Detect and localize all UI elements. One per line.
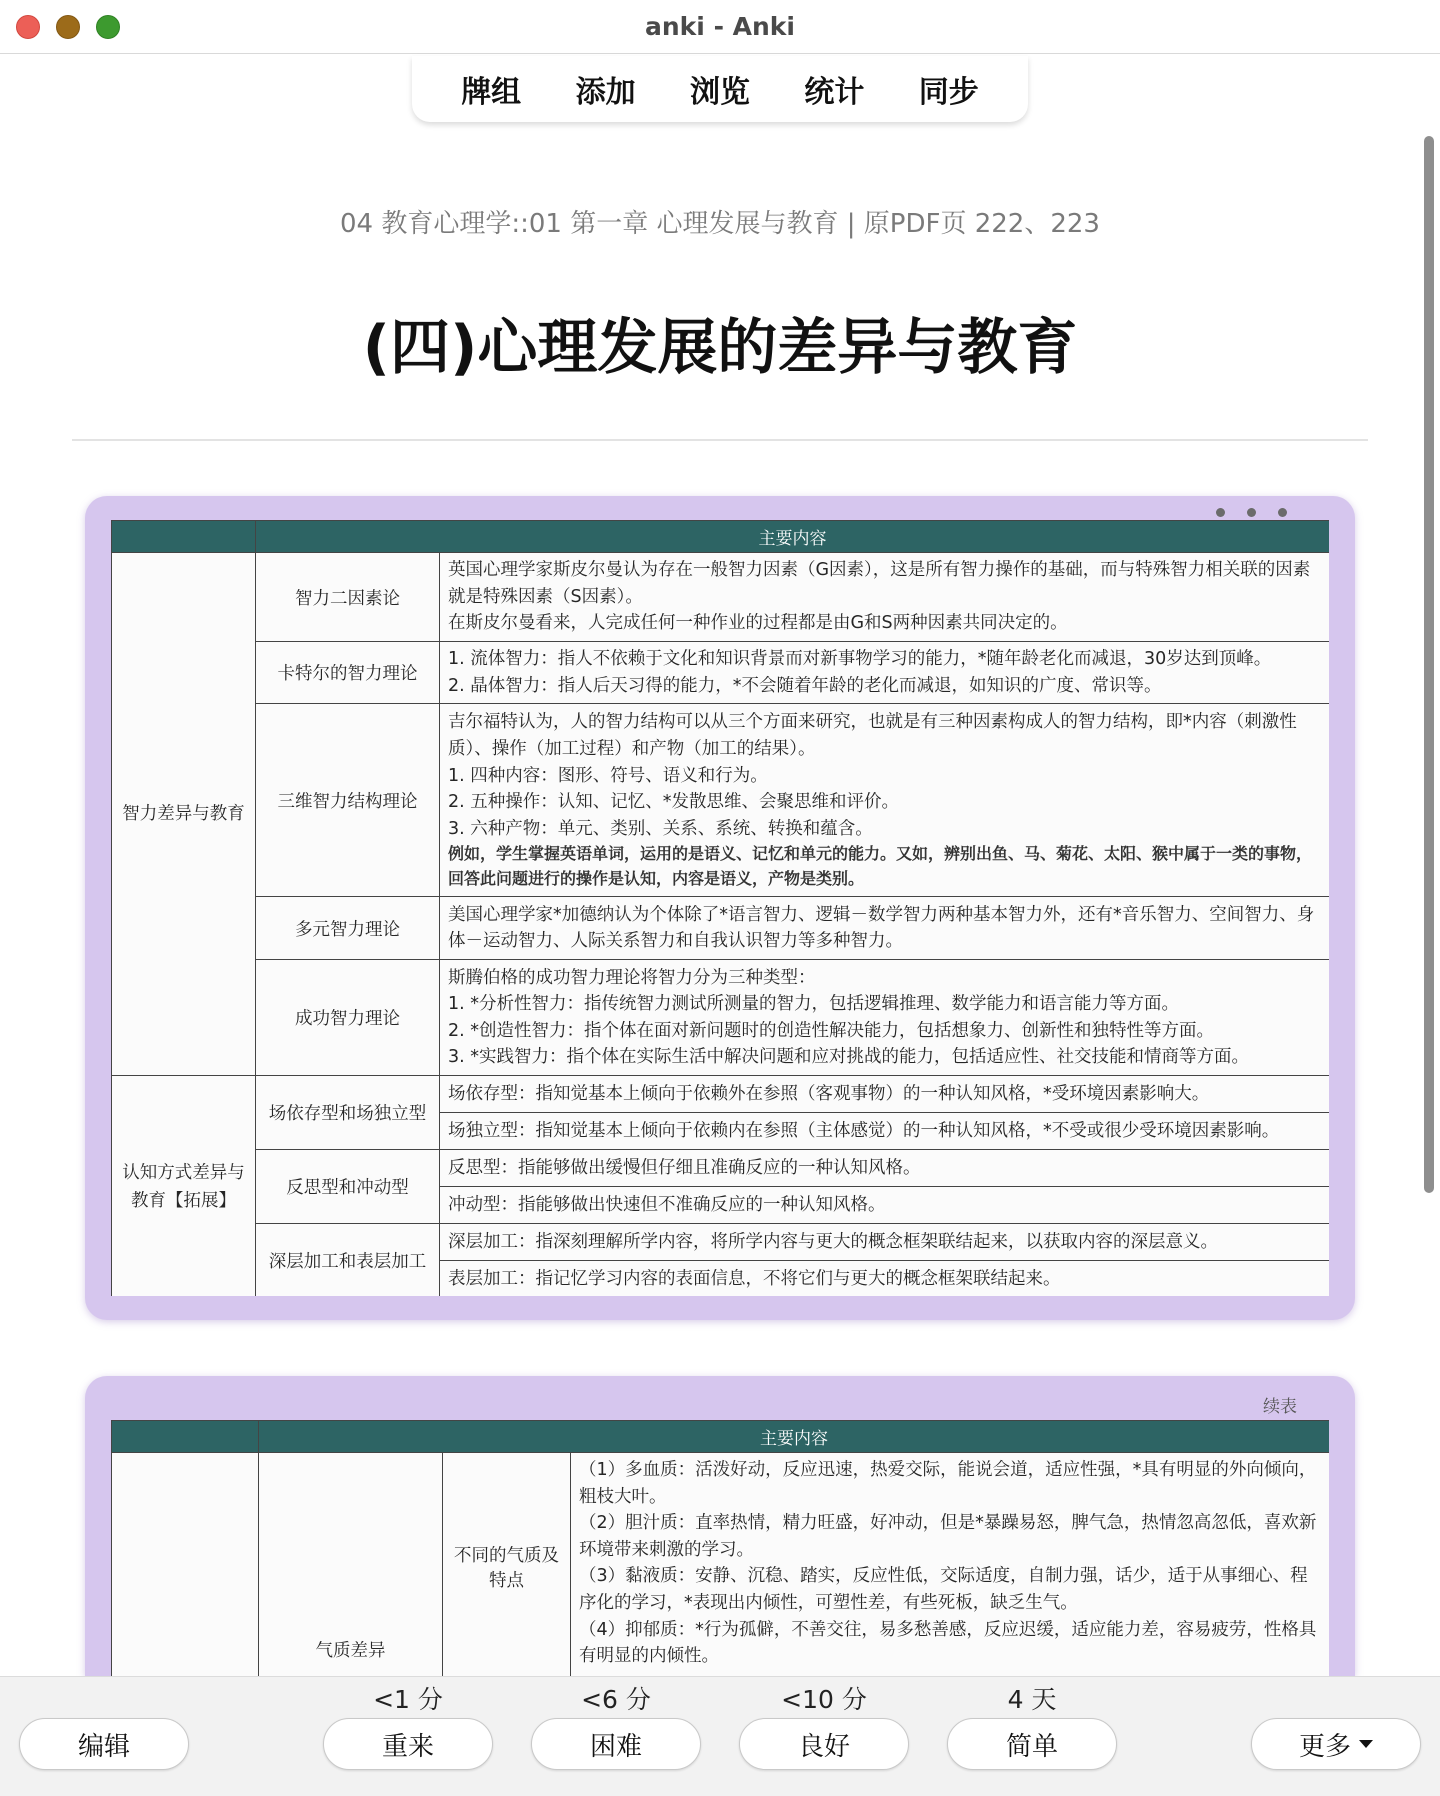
easy-button-label: 简单 — [1005, 1731, 1058, 1762]
desc-line: 3. 六种产物：单元、类别、关系、系统、转换和蕴含。 — [448, 818, 873, 839]
desc-line: 英国心理学家斯皮尔曼认为存在一般智力因素（G因素），这是所有智力操作的基础，而与特殊智力相关联的因素就是特殊因素（S因素）。 — [448, 560, 1311, 607]
table-scan — [111, 520, 1329, 1296]
good-button[interactable] — [739, 1718, 909, 1770]
style-desc: 反思型：指能够做出缓慢但仔细且准确反应的一种认知风格。 — [440, 1150, 1330, 1187]
content-table-continued — [111, 1420, 1329, 1676]
theory-name: 反思型和冲动型 — [256, 1150, 440, 1224]
title-bar — [0, 0, 1440, 54]
style-desc: 场依存型：指知觉基本上倾向于依赖外在参照（客观事物）的一种认知风格，*受环境因素影响大。 — [440, 1076, 1330, 1113]
theory-name: 成功智力理论 — [256, 960, 440, 1076]
again-button-label: 重来 — [381, 1731, 434, 1762]
theory-desc — [440, 642, 1330, 704]
theory-name: 三维智力结构理论 — [256, 704, 440, 897]
chevron-down-icon — [1359, 1740, 1373, 1748]
content-table — [111, 520, 1329, 1296]
style-desc: 表层加工：指记忆学习内容的表面信息，不将它们与更大的概念框架联结起来。 — [440, 1261, 1330, 1296]
desc-line: 2. *创造性智力：指个体在面对新问题时的创造性解决能力，包括想象力、创新性和独特性等方面。 — [448, 1020, 1215, 1041]
table-scan — [111, 1420, 1329, 1676]
desc-line: （4）抑郁质：*行为孤僻，不善交往，易多愁善感，反应迟缓，适应能力差，容易疲劳，性格具有明显的内倾性。 — [579, 1619, 1317, 1667]
hard-button-label: 困难 — [589, 1731, 642, 1762]
theory-desc — [440, 553, 1330, 642]
card-title: (四)心理发展的差异与教育 — [362, 313, 1078, 383]
divider — [72, 439, 1368, 441]
toolbar-stats[interactable]: 统计 — [804, 75, 865, 110]
temperament-desc — [571, 1453, 1330, 1677]
desc-line: 1. 四种内容：图形、符号、语义和行为。 — [448, 765, 768, 786]
theory-name: 场依存型和场独立型 — [256, 1076, 440, 1150]
theory-name: 气质差异 — [259, 1453, 443, 1677]
desc-line: 在斯皮尔曼看来，人完成任何一种作业的过程都是由G和S两种因素共同决定的。 — [448, 613, 1068, 634]
scrollbar-thumb[interactable] — [1424, 136, 1434, 1193]
category-cognitive: 认知方式差异与教育【拓展】 — [112, 1076, 256, 1296]
example-text: 例如，学生掌握英语单词，运用的是语义、记忆和单元的能力。又如，辨别出鱼、马、菊花、太阳、猴中属于一类的事物，回答此问题进行的操作是认知，内容是语义，产物是类别。 — [448, 844, 1313, 888]
style-desc: 场独立型：指知觉基本上倾向于依赖内在参照（主体感觉）的一种认知风格，*不受或很少受环境因素影响。 — [440, 1113, 1330, 1150]
good-button-label: 良好 — [797, 1731, 850, 1762]
theory-desc — [440, 897, 1330, 960]
answer-bar — [0, 1676, 1440, 1796]
card-image-1 — [85, 496, 1355, 1320]
again-button[interactable] — [323, 1718, 493, 1770]
theory-name: 深层加工和表层加工 — [256, 1224, 440, 1296]
interval-easy: 4 天 — [1007, 1685, 1057, 1714]
desc-line: 1. *分析性智力：指传统智力测试所测量的智力，包括逻辑推理、数学能力和语言能力等方面。 — [448, 994, 1180, 1015]
category-blank — [112, 1453, 259, 1677]
theory-desc — [440, 960, 1330, 1076]
interval-hard: <6 分 — [581, 1685, 651, 1714]
table-header: 主要内容 — [259, 1421, 1330, 1453]
sub-heading: 不同的气质及特点 — [443, 1453, 571, 1677]
main-toolbar — [412, 56, 1028, 122]
continued-label: 续表 — [1263, 1397, 1297, 1417]
easy-button[interactable] — [947, 1718, 1117, 1770]
style-desc: 深层加工：指深刻理解所学内容，将所学内容与更大的概念框架联结起来，以获取内容的深层意义。 — [440, 1224, 1330, 1261]
desc-line: 2. 五种操作：认知、记忆、*发散思维、会聚思维和评价。 — [448, 792, 900, 813]
edit-button[interactable] — [19, 1718, 189, 1770]
interval-good: <10 分 — [781, 1685, 867, 1714]
hard-button[interactable] — [531, 1718, 701, 1770]
desc-line: 1. 流体智力：指人不依赖于文化和知识背景而对新事物学习的能力，*随年龄老化而减退，30岁达到顶峰。 — [448, 649, 1272, 669]
edit-button-label: 编辑 — [77, 1731, 130, 1762]
desc-line: 斯腾伯格的成功智力理论将智力分为三种类型： — [448, 967, 816, 988]
window-title: anki - Anki — [645, 12, 795, 41]
toolbar-browse[interactable]: 浏览 — [689, 75, 750, 110]
desc-line: （3）黏液质：安静、沉稳、踏实，反应性低，交际适度，自制力强，话少，适于从事细心、程序化的学习，*表现出内倾性，可塑性差，有些死板，缺乏生气。 — [579, 1566, 1308, 1613]
theory-name: 智力二因素论 — [256, 553, 440, 642]
more-button[interactable] — [1251, 1718, 1421, 1770]
style-desc: 冲动型：指能够做出快速但不准确反应的一种认知风格。 — [440, 1187, 1330, 1224]
theory-name: 卡特尔的智力理论 — [256, 642, 440, 704]
image-options-icon[interactable] — [1216, 508, 1287, 517]
interval-again: <1 分 — [373, 1685, 443, 1714]
toolbar-add[interactable]: 添加 — [575, 75, 636, 110]
desc-line: 2. 晶体智力：指人后天习得的能力，*不会随着年龄的老化而减退，如知识的广度、常识等。 — [448, 675, 1162, 696]
toolbar-sync[interactable]: 同步 — [918, 75, 979, 110]
card-image-2 — [85, 1376, 1355, 1676]
desc-line: 美国心理学家*加德纳认为个体除了*语言智力、逻辑－数学智力两种基本智力外，还有*音乐智力、空间智力、身体－运动智力、人际关系智力和自我认识智力等多种智力。 — [448, 904, 1315, 952]
table-header: 主要内容 — [256, 521, 1330, 553]
more-button-label: 更多 — [1298, 1731, 1351, 1762]
table-header-blank — [112, 521, 256, 553]
category-intelligence: 智力差异与教育 — [112, 553, 256, 1076]
theory-name: 多元智力理论 — [256, 897, 440, 960]
theory-desc — [440, 704, 1330, 897]
desc-line: 吉尔福特认为，人的智力结构可以从三个方面来研究，也就是有三种因素构成人的智力结构，即*内容（刺激性质）、操作（加工过程）和产物（加工的结果）。 — [448, 712, 1297, 759]
table-header-blank — [112, 1421, 259, 1453]
desc-line: （1）多血质：活泼好动，反应迅速，热爱交际，能说会道，适应性强，*具有明显的外向倾向，粗枝大叶。 — [579, 1460, 1317, 1507]
desc-line: （2）胆汁质：直率热情，精力旺盛，好冲动，但是*暴躁易怒，脾气急，热情忽高忽低，喜欢新环境带来刺激的学习。 — [579, 1513, 1317, 1560]
deck-path: 04 教育心理学::01 第一章 心理发展与教育 | 原PDF页 222、223 — [340, 209, 1100, 239]
toolbar-decks[interactable]: 牌组 — [461, 75, 522, 110]
desc-line: 3. *实践智力：指个体在实际生活中解决问题和应对挑战的能力，包括适应性、社交技能和情商等方面。 — [448, 1047, 1250, 1068]
